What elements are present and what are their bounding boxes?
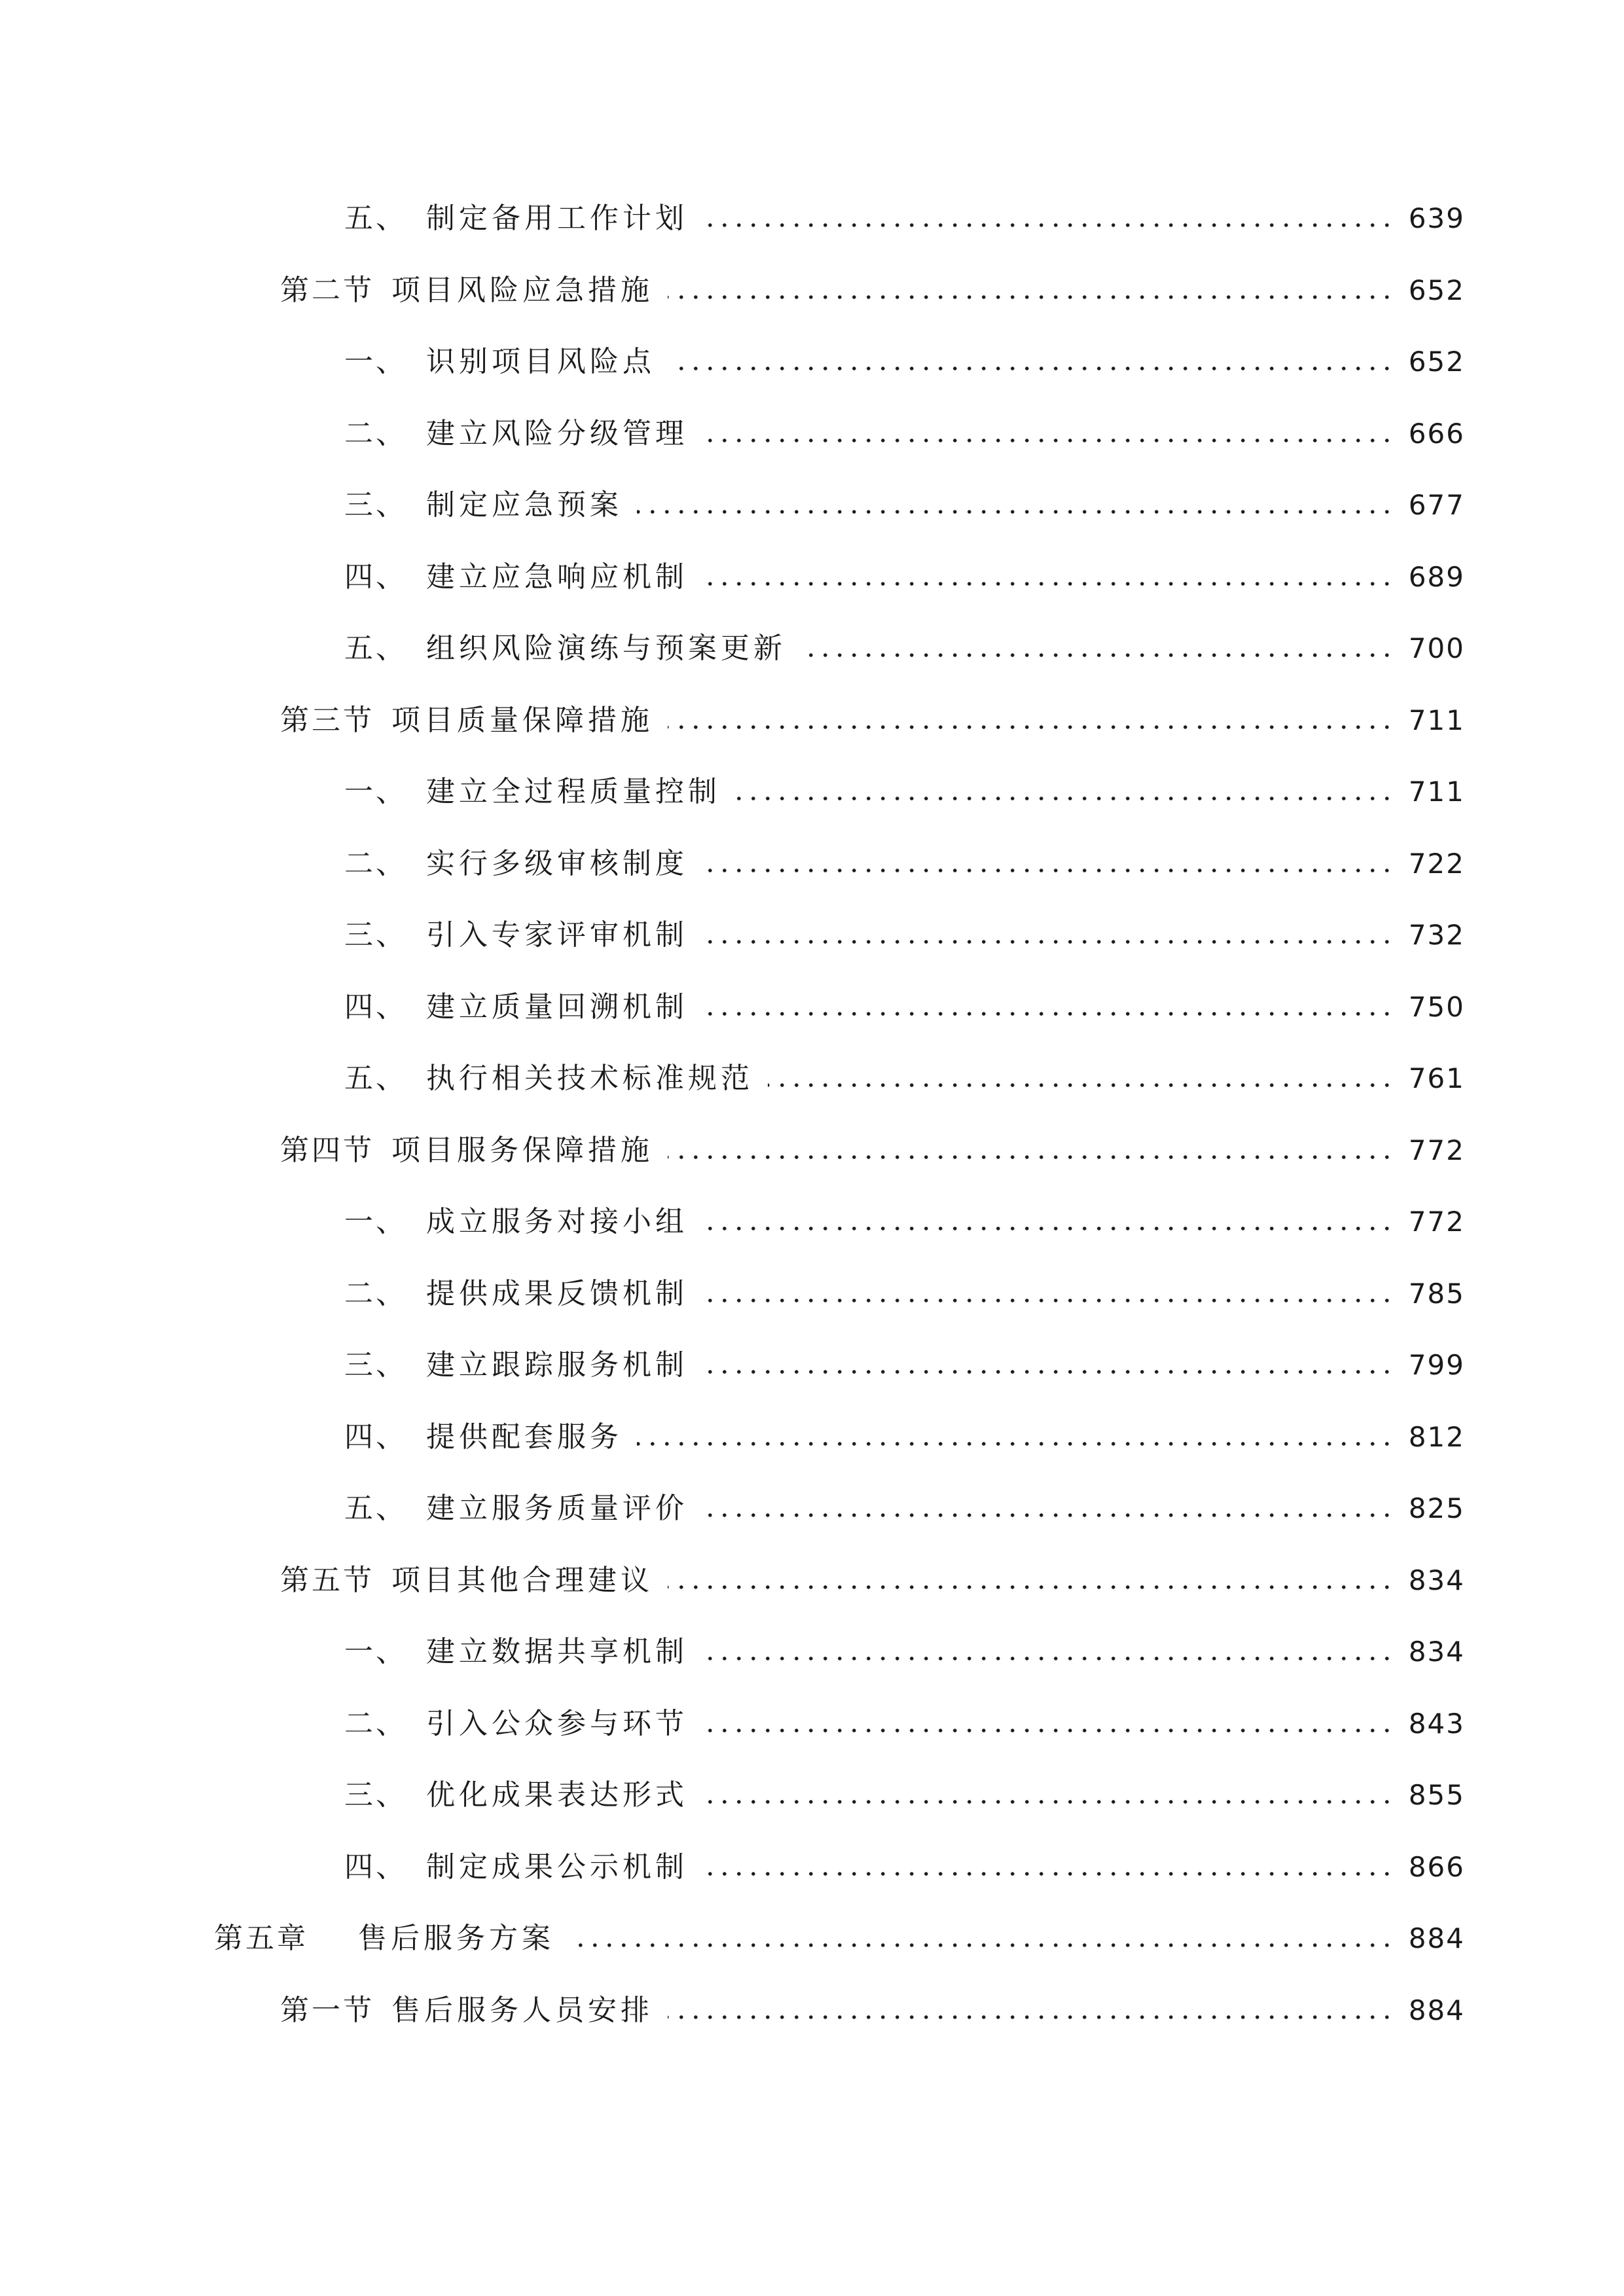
toc-entry-page: 666: [1408, 418, 1465, 450]
toc-entry-title: 执行相关技术标准规范: [426, 1062, 753, 1095]
toc-dot-leader: [768, 1083, 1394, 1087]
toc-entry-title: 建立全过程质量控制: [426, 775, 721, 808]
toc-entry-page: 677: [1408, 489, 1465, 521]
toc-dot-leader: [702, 869, 1394, 872]
toc-dot-leader: [668, 1585, 1394, 1589]
toc-entry-page: 855: [1408, 1779, 1465, 1811]
toc-entry-page: 639: [1408, 202, 1465, 234]
toc-entry-number: 第五节: [280, 1564, 374, 1597]
toc-dot-leader: [702, 582, 1394, 586]
toc-entry-number: 一、: [344, 1205, 407, 1238]
toc-entry-number: 五、: [344, 1492, 407, 1525]
toc-entry-number: 四、: [344, 1850, 407, 1884]
toc-entry[interactable]: [280, 1124, 1465, 1177]
toc-dot-leader: [702, 1299, 1394, 1302]
toc-entry-title: 项目服务保障措施: [391, 1134, 653, 1167]
toc-entry-page: 689: [1408, 561, 1465, 593]
toc-entry[interactable]: [344, 551, 1465, 603]
toc-entry-page: 772: [1408, 1206, 1465, 1238]
toc-entry[interactable]: [344, 192, 1465, 245]
toc-entry[interactable]: [344, 1268, 1465, 1320]
toc-entry-page: 866: [1408, 1851, 1465, 1883]
toc-entry-page: 711: [1408, 776, 1465, 808]
toc-entry-number: 第一节: [280, 1994, 374, 2027]
toc-entry-title: 项目其他合理建议: [391, 1564, 653, 1597]
toc-dot-leader: [702, 940, 1394, 944]
toc-dot-leader: [702, 1800, 1394, 1804]
toc-entry-title: 售后服务方案: [358, 1922, 554, 1955]
toc-dot-leader: [735, 797, 1394, 800]
toc-entry-page: 834: [1408, 1636, 1465, 1668]
toc-entry[interactable]: [344, 1196, 1465, 1248]
toc-dot-leader: [668, 295, 1394, 299]
toc-dot-leader: [670, 367, 1394, 370]
toc-dot-leader: [702, 439, 1394, 442]
toc-entry-number: 二、: [344, 417, 407, 450]
toc-entry-page: 711: [1408, 704, 1465, 736]
toc-entry[interactable]: [344, 336, 1465, 388]
toc-entry-title: 实行多级审核制度: [426, 847, 688, 880]
toc-entry[interactable]: [344, 1841, 1465, 1893]
toc-entry[interactable]: [344, 981, 1465, 1033]
toc-entry-number: 五、: [344, 1062, 407, 1095]
toc-entry-number: 三、: [344, 488, 407, 522]
toc-entry-title: 优化成果表达形式: [426, 1778, 688, 1812]
toc-entry-title: 建立应急响应机制: [426, 560, 688, 594]
toc-entry-page: 750: [1408, 991, 1465, 1023]
toc-entry[interactable]: [344, 766, 1465, 818]
toc-entry-title: 组织风险演练与预案更新: [426, 632, 786, 665]
toc-entry-number: 五、: [344, 202, 407, 235]
toc-dot-leader: [702, 1729, 1394, 1732]
toc-entry-title: 建立数据共享机制: [426, 1635, 688, 1668]
toc-dot-leader: [801, 653, 1394, 657]
toc-entry[interactable]: [344, 622, 1465, 675]
toc-entry-title: 成立服务对接小组: [426, 1205, 688, 1238]
toc-dot-leader: [668, 2015, 1394, 2019]
toc-entry-number: 第五章: [214, 1922, 308, 1955]
toc-dot-leader: [702, 1370, 1394, 1374]
toc-entry-title: 建立质量回溯机制: [426, 990, 688, 1024]
toc-entry-number: 三、: [344, 918, 407, 952]
toc-entry-page: 843: [1408, 1708, 1465, 1740]
toc-entry[interactable]: [344, 1698, 1465, 1750]
toc-entry-page: 652: [1408, 274, 1465, 306]
toc-entry-number: 二、: [344, 1277, 407, 1310]
toc-entry[interactable]: [344, 1339, 1465, 1391]
toc-entry[interactable]: [280, 264, 1465, 317]
toc-entry[interactable]: [214, 1912, 1465, 1965]
toc-entry-title: 制定应急预案: [426, 488, 623, 522]
toc-entry-title: 售后服务人员安排: [391, 1994, 653, 2027]
toc-dot-leader: [702, 1012, 1394, 1016]
toc-entry[interactable]: [344, 1769, 1465, 1821]
toc-entry[interactable]: [280, 1984, 1465, 2037]
toc-entry-page: 772: [1408, 1134, 1465, 1166]
toc-dot-leader: [668, 725, 1394, 729]
toc-entry[interactable]: [344, 408, 1465, 460]
toc-dot-leader: [702, 223, 1394, 227]
toc-entry-page: 834: [1408, 1564, 1465, 1596]
toc-dot-leader: [668, 1155, 1394, 1159]
toc-entry-number: 三、: [344, 1778, 407, 1812]
toc-entry-title: 引入专家评审机制: [426, 918, 688, 952]
toc-entry-page: 732: [1408, 919, 1465, 951]
toc-entry[interactable]: [344, 909, 1465, 961]
toc-entry[interactable]: [344, 479, 1465, 531]
toc-entry-title: 识别项目风险点: [426, 345, 655, 378]
toc-dot-leader: [569, 1943, 1394, 1947]
toc-entry-page: 722: [1408, 848, 1465, 880]
toc-entry-number: 一、: [344, 345, 407, 378]
toc-entry[interactable]: [280, 1554, 1465, 1607]
toc-entry-title: 建立服务质量评价: [426, 1492, 688, 1525]
toc-entry-page: 799: [1408, 1349, 1465, 1381]
toc-entry-page: 700: [1408, 632, 1465, 664]
toc-entry-page: 761: [1408, 1062, 1465, 1094]
toc-entry-title: 提供配套服务: [426, 1420, 623, 1454]
toc-entry[interactable]: [344, 838, 1465, 890]
toc-entry-number: 四、: [344, 560, 407, 594]
toc-entry-title: 项目质量保障措施: [391, 704, 653, 737]
toc-entry[interactable]: [344, 1482, 1465, 1535]
toc-dot-leader: [637, 510, 1394, 514]
toc-entry-page: 812: [1408, 1421, 1465, 1453]
toc-entry-page: 785: [1408, 1278, 1465, 1310]
toc-entry-title: 建立跟踪服务机制: [426, 1348, 688, 1382]
toc-entry-number: 四、: [344, 1420, 407, 1454]
toc-entry-number: 三、: [344, 1348, 407, 1382]
toc-entry-page: 825: [1408, 1492, 1465, 1524]
toc-entry[interactable]: [344, 1411, 1465, 1463]
toc-dot-leader: [637, 1442, 1394, 1446]
toc-entry-number: 第四节: [280, 1134, 374, 1167]
toc-dot-leader: [702, 1657, 1394, 1660]
toc-entry-number: 四、: [344, 990, 407, 1024]
toc-entry-page: 884: [1408, 1922, 1465, 1954]
toc-entry-title: 制定成果公示机制: [426, 1850, 688, 1884]
toc-entry-title: 建立风险分级管理: [426, 417, 688, 450]
toc-entry-page: 652: [1408, 346, 1465, 378]
toc-dot-leader: [702, 1513, 1394, 1517]
toc-entry-number: 五、: [344, 632, 407, 665]
toc-dot-leader: [702, 1872, 1394, 1876]
toc-entry-number: 第二节: [280, 274, 374, 307]
toc-entry-page: 884: [1408, 1994, 1465, 2026]
toc-entry-number: 第三节: [280, 704, 374, 737]
toc-entry-title: 项目风险应急措施: [391, 274, 653, 307]
toc-entry-number: 一、: [344, 775, 407, 808]
toc-entry[interactable]: [344, 1052, 1465, 1105]
toc-entry[interactable]: [344, 1626, 1465, 1678]
toc-entry[interactable]: [280, 694, 1465, 747]
toc-entry-title: 引入公众参与环节: [426, 1707, 688, 1740]
toc-entry-title: 提供成果反馈机制: [426, 1277, 688, 1310]
toc-entry-number: 二、: [344, 847, 407, 880]
toc-entry-number: 一、: [344, 1635, 407, 1668]
toc-dot-leader: [702, 1227, 1394, 1230]
toc-entry-title: 制定备用工作计划: [426, 202, 688, 235]
toc-entry-number: 二、: [344, 1707, 407, 1740]
